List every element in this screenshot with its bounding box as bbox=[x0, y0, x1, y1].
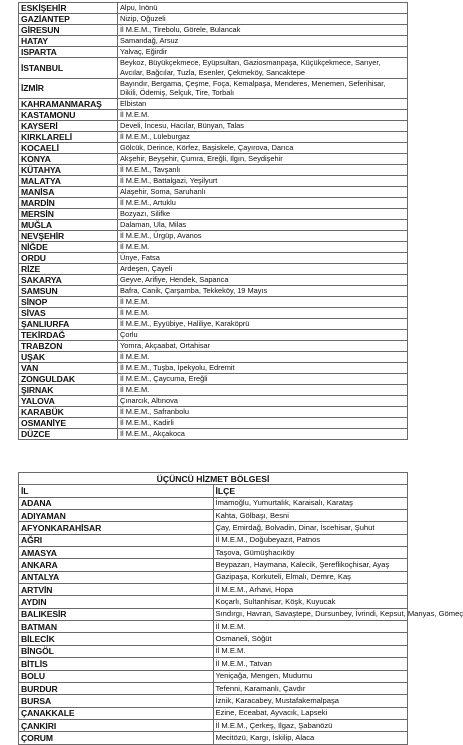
table-row bbox=[19, 396, 408, 407]
table-row bbox=[19, 187, 408, 198]
table-row bbox=[19, 275, 408, 286]
table-row bbox=[19, 547, 408, 559]
districts-cell: Mecitözü, Kargı, İskilip, Alaca bbox=[213, 732, 408, 744]
districts-cell: Bafra, Canik, Çarşamba, Tekkeköy, 19 Mayıs bbox=[118, 286, 408, 297]
districts-cell: Beykoz, Büyükçekmece, Eyüpsultan, Gaziosmanpaşa, Küçükçekmece, Sarıyer, Avcılar, Bağcılar, Tuzla, Esenler, Çekmeköy, Sancaktepe bbox=[118, 58, 408, 79]
province-cell: BİLECİK bbox=[19, 633, 214, 645]
table-row bbox=[19, 522, 408, 534]
districts-cell: İl M.E.M. bbox=[213, 621, 408, 633]
districts-cell: Koçarlı, Sultanhisar, Köşk, Kuyucak bbox=[213, 596, 408, 608]
districts-cell: Akşehir, Beyşehir, Çumra, Ereğli, Ilgın, Seydişehir bbox=[118, 154, 408, 165]
table-body bbox=[19, 3, 408, 440]
province-cell: ESKİŞEHİR bbox=[19, 3, 118, 14]
districts-cell: İl M.E.M., Tavşanlı bbox=[118, 165, 408, 176]
districts-cell: Bayındır, Bergama, Çeşme, Foça, Kemalpaşa, Menderes, Menemen, Seferihisar, Dikili, Ödemiş, Selçuk, Tire, Torbalı bbox=[118, 78, 408, 99]
districts-cell: Yalvaç, Eğirdir bbox=[118, 47, 408, 58]
districts-cell: İl M.E.M., Arhavi, Hopa bbox=[213, 584, 408, 596]
districts-cell: Çınarcık, Altınova bbox=[118, 396, 408, 407]
table-row bbox=[19, 719, 408, 731]
province-cell: TEKİRDAĞ bbox=[19, 330, 118, 341]
districts-cell: İl M.E.M. bbox=[118, 308, 408, 319]
province-cell: MERSİN bbox=[19, 209, 118, 220]
province-cell: SAKARYA bbox=[19, 275, 118, 286]
province-cell: KAYSERİ bbox=[19, 121, 118, 132]
districts-cell: Ezine, Eceabat, Ayvacık, Lapseki bbox=[213, 707, 408, 719]
province-cell: ISPARTA bbox=[19, 47, 118, 58]
province-cell: SİVAS bbox=[19, 308, 118, 319]
table-row bbox=[19, 658, 408, 670]
table-body bbox=[19, 473, 463, 745]
table-row bbox=[19, 297, 408, 308]
table-row bbox=[19, 407, 408, 418]
table-row bbox=[19, 220, 408, 231]
table-row bbox=[19, 165, 408, 176]
table-row bbox=[19, 132, 408, 143]
table-row bbox=[19, 154, 408, 165]
districts-cell: İl M.E.M., Ürgüp, Avanos bbox=[118, 231, 408, 242]
province-cell: HATAY bbox=[19, 36, 118, 47]
districts-cell: İl M.E.M. bbox=[118, 352, 408, 363]
province-cell: VAN bbox=[19, 363, 118, 374]
table-row bbox=[19, 732, 408, 744]
table-row bbox=[19, 707, 408, 719]
table-row bbox=[19, 510, 408, 522]
districts-cell: Yeniçağa, Mengen, Mudurnu bbox=[213, 670, 408, 682]
province-cell: NEVŞEHİR bbox=[19, 231, 118, 242]
table-row bbox=[19, 25, 408, 36]
table-row bbox=[19, 319, 408, 330]
province-cell: ADANA bbox=[19, 497, 214, 509]
province-cell: BURSA bbox=[19, 695, 214, 707]
districts-cell: Tefenni, Karamanlı, Çavdır bbox=[213, 682, 408, 694]
table-row bbox=[19, 121, 408, 132]
province-cell: BURDUR bbox=[19, 682, 214, 694]
table-row bbox=[19, 534, 408, 546]
province-cell: MANİSA bbox=[19, 187, 118, 198]
districts-cell: İl M.E.M., Lüleburgaz bbox=[118, 132, 408, 143]
province-cell: ZONGULDAK bbox=[19, 374, 118, 385]
table-row bbox=[19, 253, 408, 264]
table-row bbox=[19, 14, 408, 25]
districts-cell: İl M.E.M. bbox=[118, 385, 408, 396]
districts-cell: Beypazarı, Haymana, Kalecik, Şereflikoçhisar, Ayaş bbox=[213, 559, 408, 571]
districts-cell: Geyve, Arifiye, Hendek, Sapanca bbox=[118, 275, 408, 286]
table-row bbox=[19, 58, 408, 79]
districts-cell: Elbistan bbox=[118, 99, 408, 110]
province-cell: BİTLİS bbox=[19, 658, 214, 670]
province-cell: ŞANLIURFA bbox=[19, 319, 118, 330]
province-cell: KASTAMONU bbox=[19, 110, 118, 121]
province-cell: BİNGÖL bbox=[19, 645, 214, 657]
table-row bbox=[19, 176, 408, 187]
province-cell: SAMSUN bbox=[19, 286, 118, 297]
table-row bbox=[19, 99, 408, 110]
table-row bbox=[19, 286, 408, 297]
table-row bbox=[19, 596, 408, 608]
table-row bbox=[19, 621, 408, 633]
districts-cell: İl M.E.M., Çaycuma, Ereğli bbox=[118, 374, 408, 385]
province-cell: İSTANBUL bbox=[19, 58, 118, 79]
province-cell: GİRESUN bbox=[19, 25, 118, 36]
third-service-region-table bbox=[18, 472, 463, 745]
districts-cell: Dalaman, Ula, Milas bbox=[118, 220, 408, 231]
table-row bbox=[19, 209, 408, 220]
province-cell: TRABZON bbox=[19, 341, 118, 352]
districts-cell: Sındırgı, Havran, Savaştepe, Dursunbey, İvrindi, Kepsut, Manyas, Gömeç bbox=[213, 608, 408, 620]
province-cell: DÜZCE bbox=[19, 429, 118, 440]
table-row bbox=[19, 36, 408, 47]
province-cell: AYDIN bbox=[19, 596, 214, 608]
province-cell: ORDU bbox=[19, 253, 118, 264]
table-row bbox=[19, 308, 408, 319]
table-row bbox=[19, 497, 408, 509]
table-row bbox=[19, 559, 408, 571]
province-cell: KONYA bbox=[19, 154, 118, 165]
province-cell: KOCAELİ bbox=[19, 143, 118, 154]
header-province: İL bbox=[19, 485, 214, 497]
districts-cell: Ardeşen, Çayeli bbox=[118, 264, 408, 275]
districts-cell: İznik, Karacabey, Mustafakemalpaşa bbox=[213, 695, 408, 707]
districts-cell: Kahta, Gölbaşı, Besni bbox=[213, 510, 408, 522]
province-cell: KAHRAMANMARAŞ bbox=[19, 99, 118, 110]
table-row bbox=[19, 78, 408, 99]
table-row bbox=[19, 198, 408, 209]
province-cell: ÇORUM bbox=[19, 732, 214, 744]
districts-cell: Alpu, İnönü bbox=[118, 3, 408, 14]
districts-cell: İl M.E.M. bbox=[118, 110, 408, 121]
table-title: ÜÇÜNCÜ HİZMET BÖLGESİ bbox=[19, 473, 408, 485]
districts-cell: İl M.E.M., Tatvan bbox=[213, 658, 408, 670]
table-row bbox=[19, 645, 408, 657]
province-cell: KIRKLARELİ bbox=[19, 132, 118, 143]
table-row bbox=[19, 374, 408, 385]
province-cell: RİZE bbox=[19, 264, 118, 275]
province-cell: BATMAN bbox=[19, 621, 214, 633]
districts-cell: Samandağ, Arsuz bbox=[118, 36, 408, 47]
table-row bbox=[19, 110, 408, 121]
table-row bbox=[19, 3, 408, 14]
province-cell: MUĞLA bbox=[19, 220, 118, 231]
table-row bbox=[19, 264, 408, 275]
districts-cell: Yomra, Akçaabat, Ortahisar bbox=[118, 341, 408, 352]
province-cell: AFYONKARAHİSAR bbox=[19, 522, 214, 534]
province-cell: UŞAK bbox=[19, 352, 118, 363]
districts-cell: İl M.E.M., Tirebolu, Görele, Bulancak bbox=[118, 25, 408, 36]
districts-cell: İl M.E.M., Battalgazi, Yeşilyurt bbox=[118, 176, 408, 187]
districts-cell: İl M.E.M., Kadirli bbox=[118, 418, 408, 429]
table-title-row bbox=[19, 473, 408, 485]
districts-cell: İl M.E.M. bbox=[118, 297, 408, 308]
table-row bbox=[19, 670, 408, 682]
province-cell: KÜTAHYA bbox=[19, 165, 118, 176]
table-row bbox=[19, 418, 408, 429]
province-cell: KARABÜK bbox=[19, 407, 118, 418]
province-cell: YALOVA bbox=[19, 396, 118, 407]
table-row bbox=[19, 363, 408, 374]
province-cell: AMASYA bbox=[19, 547, 214, 559]
table-row bbox=[19, 242, 408, 253]
table-row bbox=[19, 429, 408, 440]
districts-cell: Çorlu bbox=[118, 330, 408, 341]
province-cell: AĞRI bbox=[19, 534, 214, 546]
province-cell: BOLU bbox=[19, 670, 214, 682]
province-cell: ANTALYA bbox=[19, 571, 214, 583]
table-row bbox=[19, 608, 408, 620]
table-row bbox=[19, 682, 408, 694]
province-cell: NİĞDE bbox=[19, 242, 118, 253]
districts-cell: İl M.E.M. bbox=[213, 645, 408, 657]
districts-cell: Osmaneli, Söğüt bbox=[213, 633, 408, 645]
districts-cell: İmamoğlu, Yumurtalık, Karaisalı, Karataş bbox=[213, 497, 408, 509]
table-row bbox=[19, 633, 408, 645]
province-cell: MALATYA bbox=[19, 176, 118, 187]
districts-cell: Çay, Emirdağ, Bolvadin, Dinar, İscehisar, Şuhut bbox=[213, 522, 408, 534]
table-row bbox=[19, 571, 408, 583]
province-cell: ANKARA bbox=[19, 559, 214, 571]
province-cell: ÇANAKKALE bbox=[19, 707, 214, 719]
districts-cell: İl M.E.M., Eyyübiye, Haliliye, Karaköprü bbox=[118, 319, 408, 330]
province-cell: ADIYAMAN bbox=[19, 510, 214, 522]
districts-cell: İl M.E.M., Tuşba, İpekyolu, Edremit bbox=[118, 363, 408, 374]
districts-cell: İl M.E.M., Akçakoca bbox=[118, 429, 408, 440]
table-row bbox=[19, 352, 408, 363]
table-header-row bbox=[19, 485, 408, 497]
districts-cell: İl M.E.M., Safranbolu bbox=[118, 407, 408, 418]
header-districts: İLÇE bbox=[213, 485, 408, 497]
province-cell: BALIKESİR bbox=[19, 608, 214, 620]
districts-cell: Bozyazı, Silifke bbox=[118, 209, 408, 220]
table-row bbox=[19, 341, 408, 352]
districts-cell: Develi, İncesu, Hacılar, Bünyan, Talas bbox=[118, 121, 408, 132]
province-cell: ARTVİN bbox=[19, 584, 214, 596]
districts-cell: Alaşehir, Soma, Saruhanlı bbox=[118, 187, 408, 198]
districts-cell: Taşova, Gümüşhacıköy bbox=[213, 547, 408, 559]
districts-cell: İl M.E.M., Artuklu bbox=[118, 198, 408, 209]
second-service-region-table bbox=[18, 2, 408, 440]
districts-cell: Gazipaşa, Korkuteli, Elmalı, Demre, Kaş bbox=[213, 571, 408, 583]
districts-cell: Gölcük, Derince, Körfez, Başiskele, Çayırova, Darıca bbox=[118, 143, 408, 154]
table-row bbox=[19, 143, 408, 154]
table-row bbox=[19, 47, 408, 58]
table-row bbox=[19, 584, 408, 596]
province-cell: SİNOP bbox=[19, 297, 118, 308]
table-row bbox=[19, 385, 408, 396]
province-cell: GAZİANTEP bbox=[19, 14, 118, 25]
table-row bbox=[19, 695, 408, 707]
table-row bbox=[19, 330, 408, 341]
districts-cell: İl M.E.M., Doğubeyazıt, Patnos bbox=[213, 534, 408, 546]
province-cell: ŞIRNAK bbox=[19, 385, 118, 396]
province-cell: OSMANİYE bbox=[19, 418, 118, 429]
districts-cell: İl M.E.M. bbox=[118, 242, 408, 253]
districts-cell: Nizip, Oğuzeli bbox=[118, 14, 408, 25]
districts-cell: İl M.E.M., Çerkeş, Ilgaz, Şabanözü bbox=[213, 719, 408, 731]
table-row bbox=[19, 231, 408, 242]
districts-cell: Ünye, Fatsa bbox=[118, 253, 408, 264]
province-cell: MARDİN bbox=[19, 198, 118, 209]
province-cell: ÇANKIRI bbox=[19, 719, 214, 731]
province-cell: İZMİR bbox=[19, 78, 118, 99]
